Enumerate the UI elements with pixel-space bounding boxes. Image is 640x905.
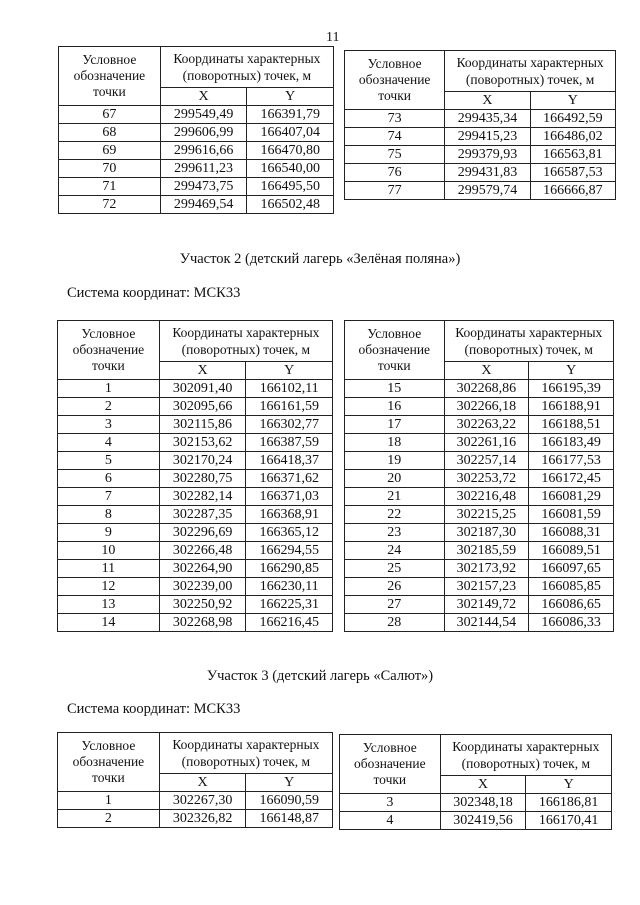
x-cell: 299616,66 [160,142,247,160]
y-cell: 166495,50 [247,178,334,196]
point-cell: 12 [58,578,160,596]
y-cell: 166391,79 [247,106,334,124]
y-cell: 166418,37 [246,452,333,470]
table-row [345,110,616,128]
y-cell: 166486,02 [530,128,615,146]
coords-table-s3-right [339,734,612,830]
header-x: X [159,774,246,792]
y-cell: 166587,53 [530,164,615,182]
y-cell: 166086,65 [529,596,614,614]
page-number: 11 [326,30,340,45]
table-row [345,146,616,164]
y-cell: 166086,33 [529,614,614,632]
y-cell: 166368,91 [246,506,333,524]
y-cell: 166302,77 [246,416,333,434]
header-y: Y [246,774,333,792]
y-cell: 166148,87 [246,810,333,828]
y-cell: 166294,55 [246,542,333,560]
x-cell: 302266,18 [444,398,529,416]
coords-table-s1-right [344,50,616,200]
header-point-label: Условное обозначение точки [345,51,445,110]
table-row [58,596,333,614]
header-coords-label: Координаты характерных (поворотных) точек, м [444,321,613,362]
point-cell: 72 [59,196,161,214]
point-cell: 28 [345,614,445,632]
point-cell: 71 [59,178,161,196]
header-y: Y [530,92,615,110]
table-row [345,506,614,524]
table-row [345,560,614,578]
point-cell: 23 [345,524,445,542]
header-coords-label: Координаты характерных (поворотных) точек, м [159,733,332,774]
x-cell: 302287,35 [159,506,246,524]
y-cell: 166195,39 [529,380,614,398]
x-cell: 302267,30 [159,792,246,810]
point-cell: 21 [345,488,445,506]
x-cell: 299606,99 [160,124,247,142]
point-cell: 1 [58,380,160,398]
point-cell: 68 [59,124,161,142]
y-cell: 166216,45 [246,614,333,632]
coords-table-s2-left [57,320,333,632]
y-cell: 166177,53 [529,452,614,470]
table-row [345,470,614,488]
x-cell: 302266,48 [159,542,246,560]
x-cell: 302253,72 [444,470,529,488]
table-row [58,578,333,596]
table-row [58,506,333,524]
x-cell: 302170,24 [159,452,246,470]
header-x: X [159,362,246,380]
x-cell: 302268,86 [444,380,529,398]
table-row [345,452,614,470]
x-cell: 302257,14 [444,452,529,470]
x-cell: 302268,98 [159,614,246,632]
x-cell: 302250,92 [159,596,246,614]
table-row [345,488,614,506]
table-row [58,380,333,398]
y-cell: 166188,51 [529,416,614,434]
point-cell: 4 [58,434,160,452]
y-cell: 166186,81 [526,794,612,812]
table-row [59,178,334,196]
point-cell: 4 [340,812,441,830]
header-coords-label: Координаты характерных (поворотных) точек, м [160,47,333,88]
table-row [345,398,614,416]
y-cell: 166081,59 [529,506,614,524]
table-row [345,524,614,542]
table-row [345,380,614,398]
point-cell: 22 [345,506,445,524]
y-cell: 166170,41 [526,812,612,830]
table-row [58,614,333,632]
point-cell: 6 [58,470,160,488]
point-cell: 5 [58,452,160,470]
point-cell: 2 [58,398,160,416]
section-2-coordinate-system: Система координат: МСК33 [67,285,241,301]
y-cell: 166183,49 [529,434,614,452]
point-cell: 7 [58,488,160,506]
x-cell: 302149,72 [444,596,529,614]
header-x: X [160,88,247,106]
coords-table-s3-left [57,732,333,828]
point-cell: 24 [345,542,445,560]
point-cell: 13 [58,596,160,614]
point-cell: 11 [58,560,160,578]
x-cell: 299415,23 [445,128,530,146]
header-point-label: Условное обозначение точки [59,47,161,106]
y-cell: 166540,00 [247,160,334,178]
coords-table-s1-left [58,46,334,214]
x-cell: 302280,75 [159,470,246,488]
point-cell: 14 [58,614,160,632]
point-cell: 70 [59,160,161,178]
table-row [345,182,616,200]
section-3-title: Участок 3 (детский лагерь «Салют») [206,668,434,684]
point-cell: 73 [345,110,445,128]
section-3-coordinate-system: Система координат: МСК33 [67,701,241,717]
table-row [58,488,333,506]
x-cell: 299469,54 [160,196,247,214]
y-cell: 166502,48 [247,196,334,214]
point-cell: 18 [345,434,445,452]
x-cell: 302239,00 [159,578,246,596]
point-cell: 20 [345,470,445,488]
y-cell: 166225,31 [246,596,333,614]
point-cell: 9 [58,524,160,542]
y-cell: 166088,31 [529,524,614,542]
point-cell: 27 [345,596,445,614]
x-cell: 302296,69 [159,524,246,542]
table-row [59,124,334,142]
header-y: Y [526,776,612,794]
y-cell: 166470,80 [247,142,334,160]
header-coords-label: Координаты характерных (поворотных) точек, м [159,321,332,362]
point-cell: 75 [345,146,445,164]
point-cell: 3 [340,794,441,812]
y-cell: 166090,59 [246,792,333,810]
table-row [59,106,334,124]
point-cell: 15 [345,380,445,398]
y-cell: 166371,62 [246,470,333,488]
table-row [58,560,333,578]
x-cell: 302173,92 [444,560,529,578]
table-row [59,160,334,178]
point-cell: 69 [59,142,161,160]
header-point-label: Условное обозначение точки [58,733,160,792]
table-row [345,578,614,596]
x-cell: 302091,40 [159,380,246,398]
y-cell: 166161,59 [246,398,333,416]
x-cell: 302153,62 [159,434,246,452]
x-cell: 302419,56 [440,812,526,830]
y-cell: 166085,85 [529,578,614,596]
table-row [58,398,333,416]
table-row [58,452,333,470]
table-row [345,596,614,614]
y-cell: 166089,51 [529,542,614,560]
point-cell: 16 [345,398,445,416]
point-cell: 10 [58,542,160,560]
x-cell: 302157,23 [444,578,529,596]
header-coords-label: Координаты характерных (поворотных) точек, м [440,735,611,776]
header-point-label: Условное обозначение точки [340,735,441,794]
x-cell: 302095,66 [159,398,246,416]
y-cell: 166365,12 [246,524,333,542]
x-cell: 302326,82 [159,810,246,828]
x-cell: 302264,90 [159,560,246,578]
table-row [58,542,333,560]
table-row [345,614,614,632]
x-cell: 302348,18 [440,794,526,812]
point-cell: 8 [58,506,160,524]
x-cell: 302216,48 [444,488,529,506]
x-cell: 299435,34 [445,110,530,128]
point-cell: 3 [58,416,160,434]
table-row [340,794,612,812]
table-row [58,524,333,542]
point-cell: 67 [59,106,161,124]
x-cell: 302185,59 [444,542,529,560]
section-2-title: Участок 2 (детский лагерь «Зелёная поляна») [179,251,461,267]
point-cell: 1 [58,792,160,810]
y-cell: 166081,29 [529,488,614,506]
x-cell: 299379,93 [445,146,530,164]
point-cell: 19 [345,452,445,470]
y-cell: 166492,59 [530,110,615,128]
x-cell: 299473,75 [160,178,247,196]
table-row [58,434,333,452]
x-cell: 302282,14 [159,488,246,506]
header-y: Y [247,88,334,106]
table-row [345,416,614,434]
x-cell: 299611,23 [160,160,247,178]
table-row [58,470,333,488]
point-cell: 76 [345,164,445,182]
header-x: X [445,92,530,110]
point-cell: 17 [345,416,445,434]
table-row [59,196,334,214]
x-cell: 299549,49 [160,106,247,124]
point-cell: 26 [345,578,445,596]
header-x: X [440,776,526,794]
x-cell: 302115,86 [159,416,246,434]
table-row [58,416,333,434]
point-cell: 2 [58,810,160,828]
header-y: Y [529,362,614,380]
y-cell: 166387,59 [246,434,333,452]
x-cell: 302261,16 [444,434,529,452]
header-coords-label: Координаты характерных (поворотных) точек, м [445,51,616,92]
y-cell: 166102,11 [246,380,333,398]
header-point-label: Условное обозначение точки [58,321,160,380]
x-cell: 302215,25 [444,506,529,524]
x-cell: 302263,22 [444,416,529,434]
header-point-label: Условное обозначение точки [345,321,445,380]
table-row [345,542,614,560]
x-cell: 299431,83 [445,164,530,182]
y-cell: 166172,45 [529,470,614,488]
header-y: Y [246,362,333,380]
table-row [345,164,616,182]
y-cell: 166290,85 [246,560,333,578]
table-row [58,792,333,810]
y-cell: 166188,91 [529,398,614,416]
x-cell: 299579,74 [445,182,530,200]
x-cell: 302187,30 [444,524,529,542]
point-cell: 74 [345,128,445,146]
point-cell: 77 [345,182,445,200]
y-cell: 166407,04 [247,124,334,142]
y-cell: 166371,03 [246,488,333,506]
table-row [340,812,612,830]
table-row [345,434,614,452]
header-x: X [444,362,529,380]
y-cell: 166563,81 [530,146,615,164]
point-cell: 25 [345,560,445,578]
y-cell: 166230,11 [246,578,333,596]
coords-table-s2-right [344,320,614,632]
table-row [58,810,333,828]
y-cell: 166666,87 [530,182,615,200]
y-cell: 166097,65 [529,560,614,578]
table-row [345,128,616,146]
table-row [59,142,334,160]
x-cell: 302144,54 [444,614,529,632]
